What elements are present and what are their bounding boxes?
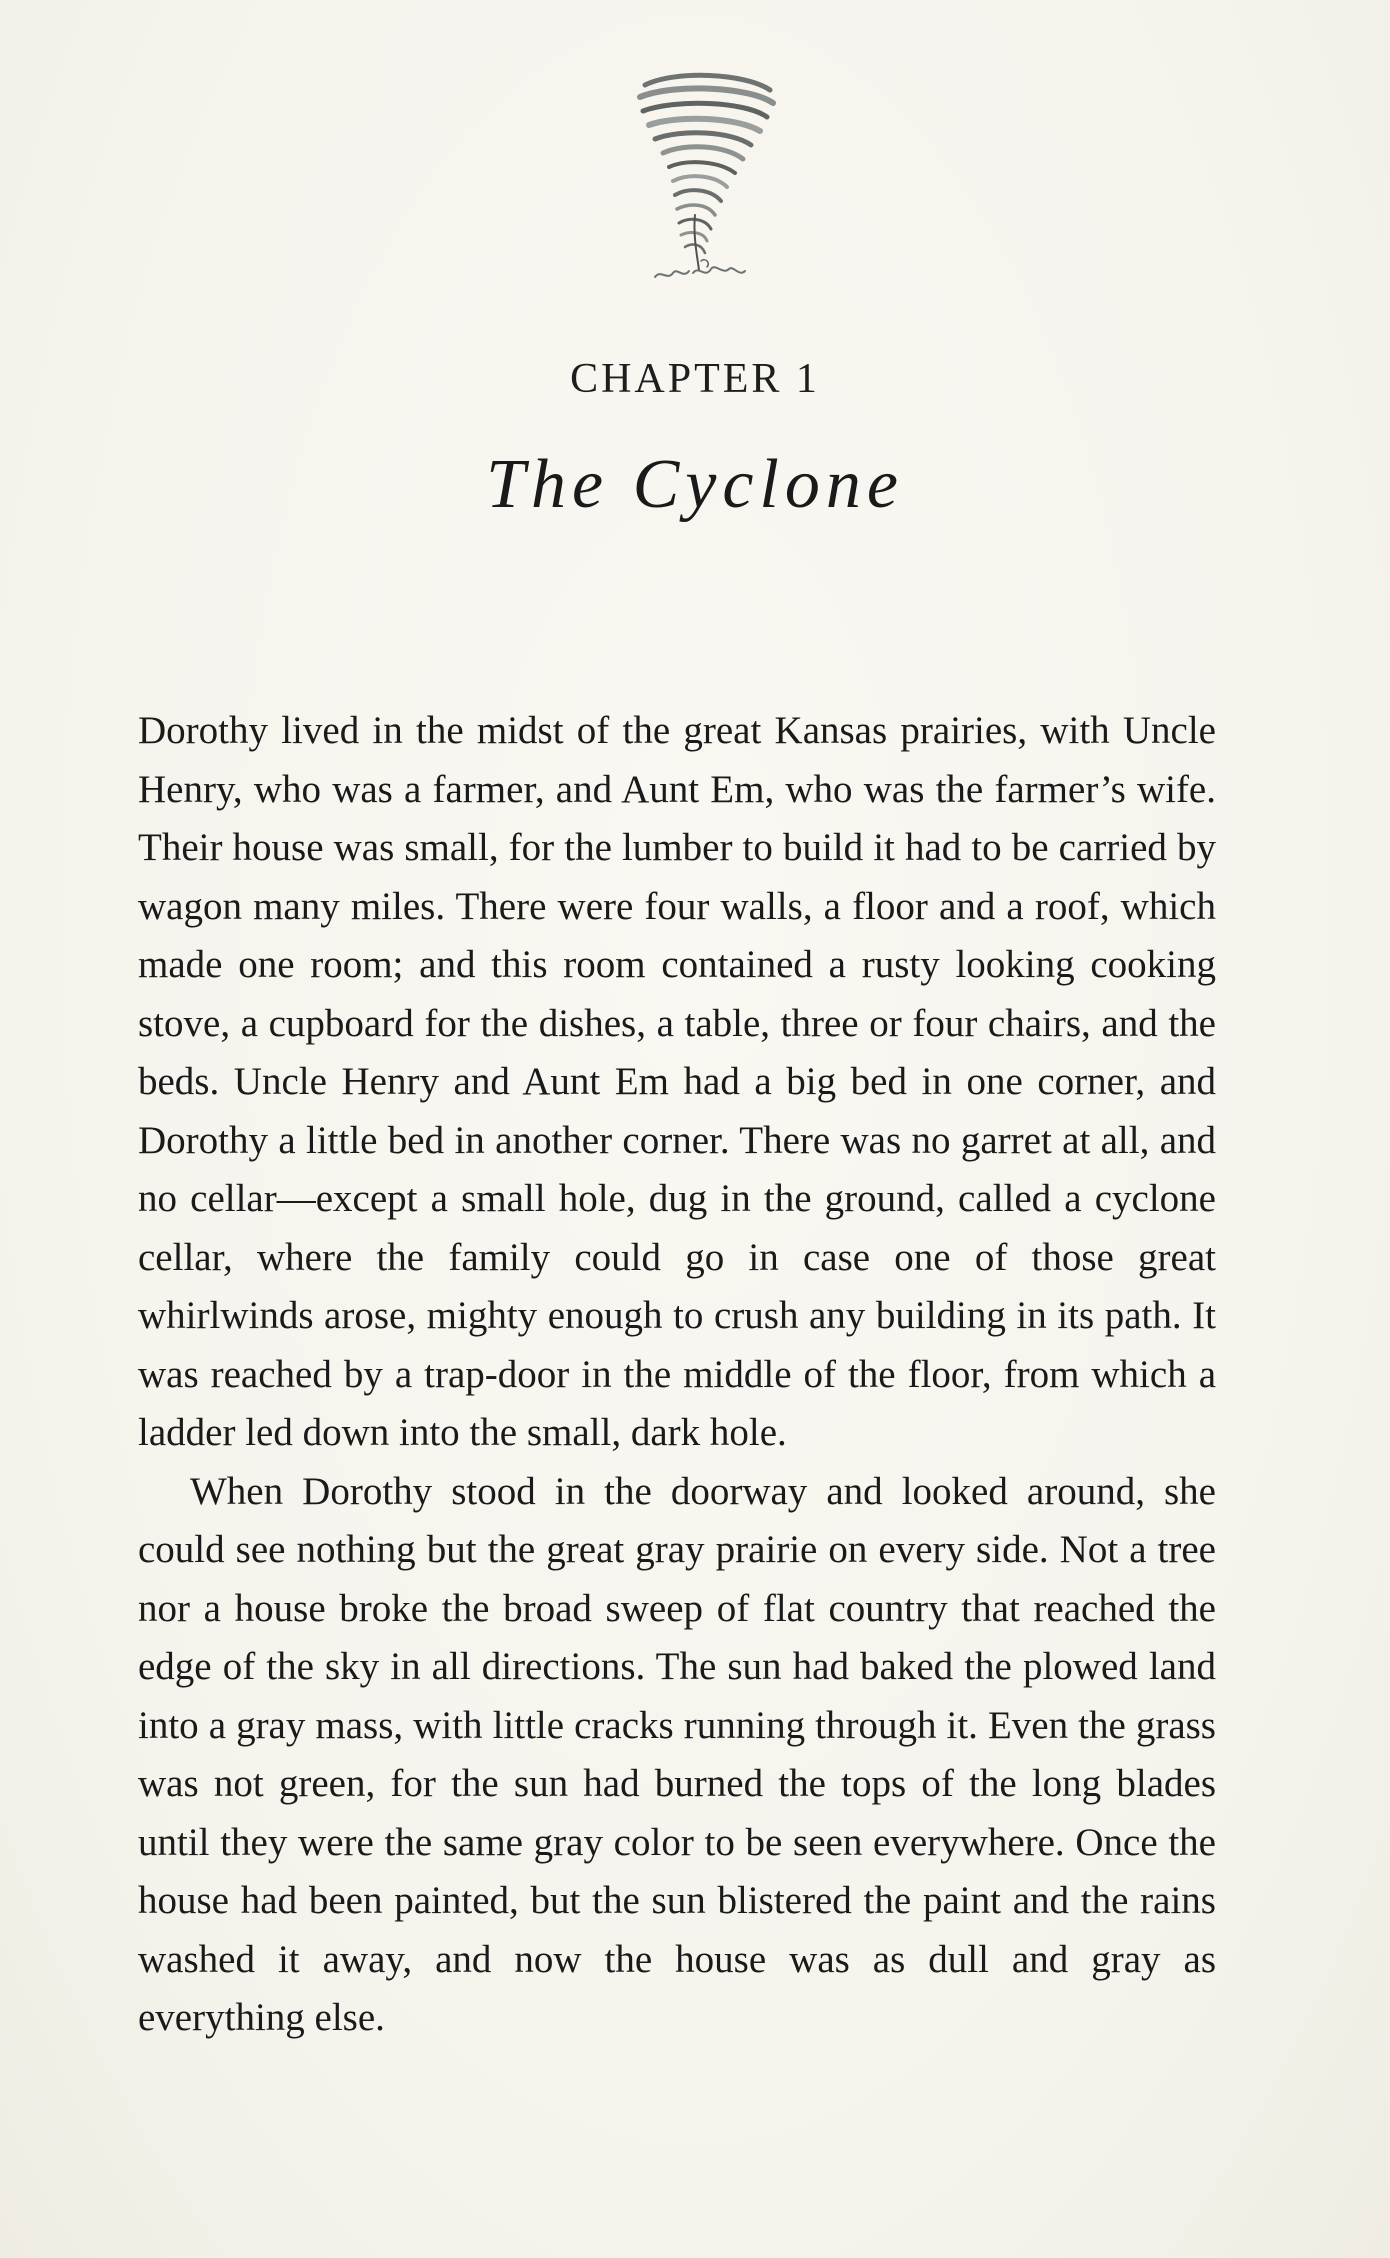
chapter-number: CHAPTER 1 bbox=[570, 356, 820, 402]
chapter-title: The Cyclone bbox=[486, 446, 904, 523]
tornado-icon bbox=[615, 65, 785, 305]
chapter-body bbox=[138, 702, 1216, 2048]
paragraph-1: Dorothy lived in the midst of the great Kansas prairies, with Uncle Henry, who was a farmer, and Aunt Em, who was the farmer’s wife. Their house was small, for the lumber to build it had to be carried by wagon many miles. There were four walls, a floor and a roof, which made one room; and this room contained a rusty looking cooking stove, a cupboard for the dishes, a table, three or four chairs, and the beds. Uncle Henry and Aunt Em had a big bed in one corner, and Dorothy a little bed in another corner. There was no garret at all, and no cellar—except a small hole, dug in the ground, called a cyclone cellar, where the family could go in case one of those great whirlwinds arose, mighty enough to crush any building in its path. It was reached by a trap-door in the middle of the floor, from which a ladder led down into the small, dark hole. bbox=[138, 709, 1216, 1454]
paragraph-2: When Dorothy stood in the doorway and looked around, she could see nothing but the great gray prairie on every side. Not a tree nor a house broke the broad sweep of flat country that reached the edge of the sky in all directions. The sun had baked the plowed land into a gray mass, with little cracks running through it. Even the grass was not green, for the sun had burned the tops of the long blades until they were the same gray color to be seen everywhere. Once the house had been painted, but the sun blistered the paint and the rains washed it away, and now the house was as dull and gray as everything else. bbox=[138, 1469, 1216, 2039]
